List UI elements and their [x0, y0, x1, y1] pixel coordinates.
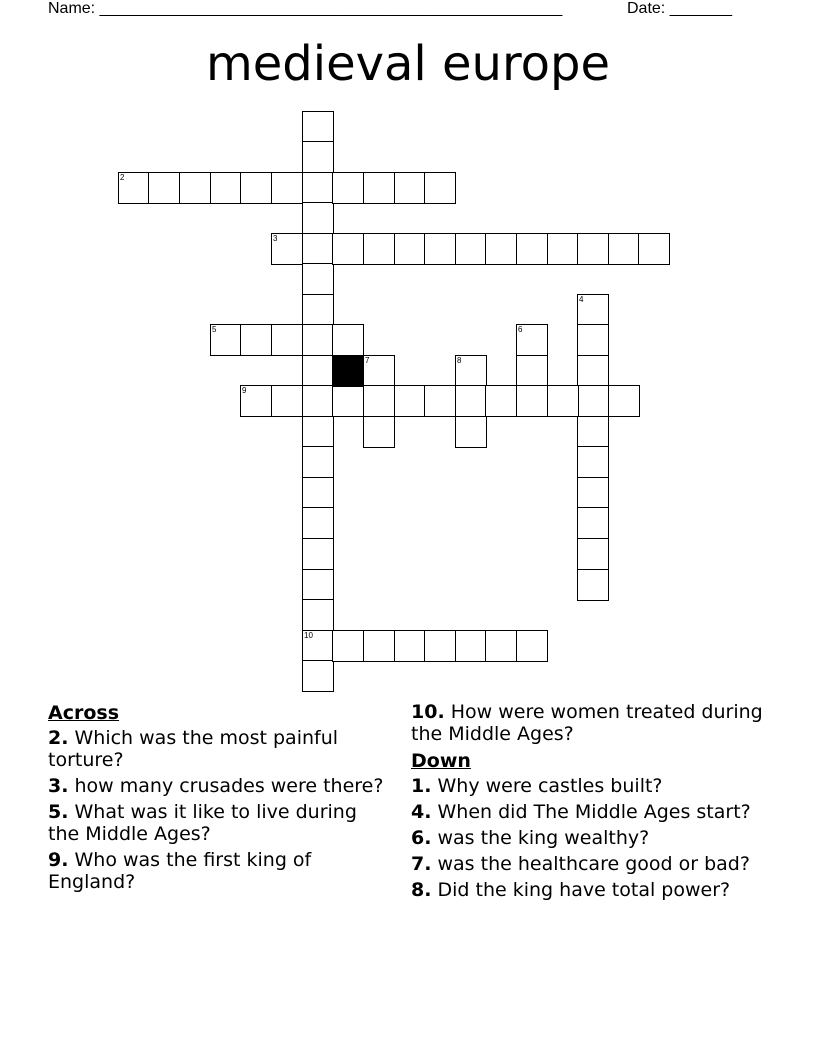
page-title: medieval europe [205, 36, 611, 92]
grid-cell[interactable] [577, 355, 609, 387]
grid-cell[interactable] [577, 477, 609, 509]
grid-cell[interactable] [302, 569, 334, 601]
grid-cell-10[interactable] [302, 630, 334, 662]
grid-cell[interactable] [363, 172, 395, 204]
clue-text: was the healthcare good or bad? [437, 853, 750, 875]
clue-text: How were women treated during the Middle Ages? [411, 701, 763, 745]
grid-cell[interactable] [394, 385, 426, 417]
clue-number-label: 3 [273, 234, 278, 243]
across-clues-column [48, 701, 393, 897]
grid-cell[interactable] [516, 233, 548, 265]
clue-text: When did The Middle Ages start? [437, 801, 751, 823]
grid-cell[interactable] [363, 233, 395, 265]
clue-number: 3. [48, 775, 69, 797]
grid-cell[interactable] [363, 630, 395, 662]
grid-cell[interactable] [302, 416, 334, 448]
clue-number-label: 8 [457, 356, 462, 365]
grid-cell[interactable] [332, 385, 364, 417]
clue-number-label: 2 [120, 173, 125, 182]
clue-across-9 [48, 849, 393, 893]
grid-cell[interactable] [485, 630, 517, 662]
clue-text: What was it like to live during the Middle Ages? [48, 801, 357, 845]
grid-cell-5[interactable] [210, 324, 242, 356]
grid-cell[interactable] [638, 233, 670, 265]
grid-cell[interactable] [332, 233, 364, 265]
grid-cell[interactable] [302, 507, 334, 539]
grid-cell[interactable] [394, 233, 426, 265]
clue-text: Who was the first king of England? [48, 849, 312, 893]
grid-cell[interactable] [302, 111, 334, 143]
grid-cell[interactable] [455, 416, 487, 448]
clue-number: 1. [411, 775, 432, 797]
grid-cell[interactable] [271, 385, 303, 417]
black-cell [332, 355, 364, 387]
grid-cell[interactable] [332, 630, 364, 662]
name-field-label: Name: ____________________________________________________ [48, 0, 563, 17]
clue-number-label: 9 [242, 386, 247, 395]
grid-cell[interactable] [210, 172, 242, 204]
grid-cell[interactable] [179, 172, 211, 204]
clue-across-2 [48, 727, 393, 771]
clue-text: how many crusades were there? [74, 775, 384, 797]
grid-cell[interactable] [394, 172, 426, 204]
clue-down-1 [411, 775, 771, 797]
grid-cell[interactable] [577, 507, 609, 539]
grid-cell[interactable] [302, 294, 334, 326]
grid-cell[interactable] [302, 446, 334, 478]
grid-cell[interactable] [577, 385, 609, 417]
grid-cell[interactable] [271, 324, 303, 356]
grid-cell[interactable] [302, 385, 334, 417]
grid-cell[interactable] [302, 233, 334, 265]
grid-cell[interactable] [455, 385, 487, 417]
grid-cell[interactable] [332, 324, 364, 356]
clue-number-label: 6 [518, 325, 523, 334]
grid-cell-8[interactable] [455, 355, 487, 387]
grid-cell[interactable] [302, 599, 334, 631]
grid-cell-3[interactable] [271, 233, 303, 265]
grid-cell[interactable] [547, 385, 579, 417]
grid-cell[interactable] [394, 630, 426, 662]
grid-cell-4[interactable] [577, 294, 609, 326]
grid-cell[interactable] [424, 172, 456, 204]
grid-cell[interactable] [577, 324, 609, 356]
clue-down-6 [411, 827, 771, 849]
clue-number: 2. [48, 727, 69, 749]
clue-text: Why were castles built? [437, 775, 663, 797]
clue-number-label: 10 [304, 631, 313, 640]
grid-cell[interactable] [577, 233, 609, 265]
clue-number: 7. [411, 853, 432, 875]
across-heading: Across [48, 702, 120, 724]
clue-across-10 [411, 701, 771, 745]
clue-down-7 [411, 853, 771, 875]
clue-number: 10. [411, 701, 445, 723]
grid-cell[interactable] [302, 324, 334, 356]
clue-number: 6. [411, 827, 432, 849]
clue-text: Which was the most painful torture? [48, 727, 339, 771]
down-clues-column [411, 701, 771, 905]
grid-cell[interactable] [608, 233, 640, 265]
grid-cell[interactable] [363, 416, 395, 448]
grid-cell[interactable] [302, 263, 334, 295]
grid-cell-6[interactable] [516, 324, 548, 356]
grid-cell-9[interactable] [240, 385, 272, 417]
grid-cell[interactable] [577, 446, 609, 478]
grid-cell[interactable] [547, 233, 579, 265]
grid-cell[interactable] [577, 569, 609, 601]
grid-cell[interactable] [485, 385, 517, 417]
grid-cell[interactable] [424, 385, 456, 417]
grid-cell[interactable] [577, 416, 609, 448]
clue-number: 9. [48, 849, 69, 871]
grid-cell[interactable] [332, 172, 364, 204]
grid-cell[interactable] [302, 172, 334, 204]
date-field-label: Date: _______ [627, 0, 732, 17]
clue-number-label: 7 [365, 356, 370, 365]
down-heading: Down [411, 750, 471, 772]
grid-cell[interactable] [302, 202, 334, 234]
grid-cell[interactable] [302, 660, 334, 692]
grid-cell[interactable] [302, 477, 334, 509]
clue-across-5 [48, 801, 393, 845]
clue-number: 8. [411, 879, 432, 901]
grid-cell-2[interactable] [118, 172, 150, 204]
grid-cell[interactable] [148, 172, 180, 204]
grid-cell[interactable] [424, 233, 456, 265]
grid-cell[interactable] [516, 355, 548, 387]
grid-cell[interactable] [240, 324, 272, 356]
grid-cell[interactable] [271, 172, 303, 204]
grid-cell[interactable] [302, 538, 334, 570]
clue-number: 4. [411, 801, 432, 823]
grid-cell[interactable] [516, 630, 548, 662]
grid-cell[interactable] [424, 630, 456, 662]
clue-number: 5. [48, 801, 69, 823]
clue-down-8 [411, 879, 771, 901]
grid-cell[interactable] [455, 630, 487, 662]
grid-cell[interactable] [302, 141, 334, 173]
grid-cell[interactable] [608, 385, 640, 417]
clue-number-label: 4 [579, 295, 584, 304]
grid-cell-7[interactable] [363, 355, 395, 387]
clue-down-4 [411, 801, 771, 823]
clue-number-label: 5 [212, 325, 217, 334]
grid-cell[interactable] [516, 385, 548, 417]
grid-cell[interactable] [302, 355, 334, 387]
grid-cell[interactable] [485, 233, 517, 265]
grid-cell[interactable] [240, 172, 272, 204]
clue-text: was the king wealthy? [437, 827, 650, 849]
clue-text: Did the king have total power? [437, 879, 731, 901]
grid-cell[interactable] [577, 538, 609, 570]
clue-across-3 [48, 775, 393, 797]
grid-cell[interactable] [363, 385, 395, 417]
grid-cell[interactable] [455, 233, 487, 265]
